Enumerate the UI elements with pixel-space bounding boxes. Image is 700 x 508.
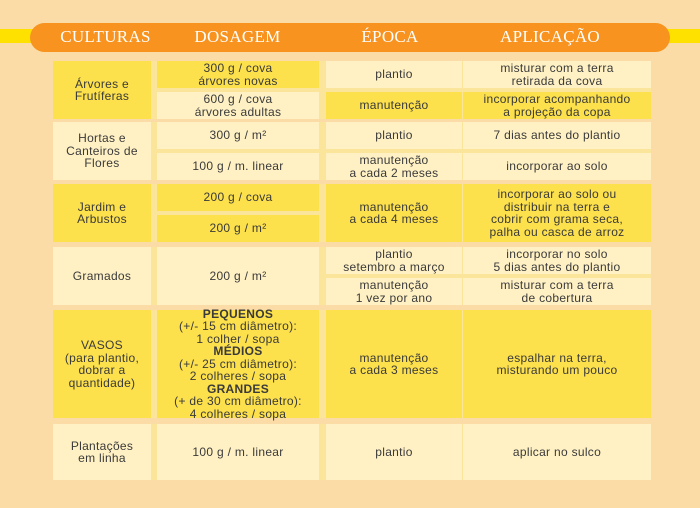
row-group-linha (53, 424, 651, 480)
culture-jardim: Jardim e Arbustos (53, 184, 151, 242)
epoch-vasos: manutenção a cada 3 meses (326, 310, 462, 418)
epoch-linha: plantio (326, 424, 462, 480)
dosage-grandes-dose: 4 colheres / sopa (189, 406, 287, 421)
application-arvores-manutencao: incorporar acompanhando a projeção da copa (463, 92, 651, 119)
row-group-arvores (53, 61, 651, 119)
culture-vasos: VASOS (para plantio, dobrar a quantidade) (53, 310, 151, 418)
epoch-jardim: manutenção a cada 4 meses (326, 184, 462, 242)
row-group-hortas (53, 122, 651, 180)
epoch-gramados-plantio: plantio setembro a março (326, 247, 462, 274)
epoch-arvores-plantio: plantio (326, 61, 462, 88)
application-arvores-plantio: misturar com a terra retirada da cova (463, 61, 651, 88)
epoch-arvores-manutencao: manutenção (326, 92, 462, 119)
dosage-linha: 100 g / m. linear (157, 424, 319, 480)
dosage-vasos (157, 306, 319, 421)
culture-arvores: Árvores e Frutíferas (53, 61, 151, 119)
application-gramados-plantio: incorporar no solo 5 dias antes do plantio (463, 247, 651, 274)
dosage-pequenos-dose: 1 colher / sopa (196, 331, 280, 346)
dosage-pequenos-title: PEQUENOS (202, 306, 274, 321)
row-group-jardim (53, 184, 651, 242)
dosage-jardim-m2: 200 g / m² (157, 215, 319, 242)
header-culturas: CULTURAS (60, 27, 151, 46)
dosage-gramados: 200 g / m² (157, 247, 319, 305)
dosage-grandes-title: GRANDES (206, 381, 270, 396)
epoch-hortas-manutencao: manutenção a cada 2 meses (326, 153, 462, 180)
application-hortas-manutencao: incorporar ao solo (463, 153, 651, 180)
row-group-gramados (53, 247, 651, 305)
row-group-vasos (53, 306, 651, 421)
dosage-medios-title: MÉDIOS (213, 344, 263, 359)
dosage-medios-dose: 2 colheres / sopa (189, 369, 287, 384)
dosage-arvores-adultas: 600 g / cova árvores adultas (157, 92, 319, 119)
culture-linha: Plantações em linha (53, 424, 151, 480)
header-dosagem: DOSAGEM (194, 27, 281, 46)
header-epoca: ÉPOCA (361, 27, 419, 46)
application-hortas-plantio: 7 dias antes do plantio (463, 122, 651, 149)
application-linha: aplicar no sulco (463, 424, 651, 480)
header-aplicacao: APLICAÇÃO (500, 27, 600, 46)
dosage-hortas-m2: 300 g / m² (157, 122, 319, 149)
application-gramados-manutencao: misturar com a terra de cobertura (463, 278, 651, 305)
dosage-grandes-desc: (+ de 30 cm diâmetro): (174, 394, 302, 409)
epoch-hortas-plantio: plantio (326, 122, 462, 149)
dosage-pequenos-desc: (+/- 15 cm diâmetro): (179, 319, 297, 334)
dosage-jardim-cova: 200 g / cova (157, 184, 319, 211)
application-vasos: espalhar na terra, misturando um pouco (463, 310, 651, 418)
culture-gramados: Gramados (53, 247, 151, 305)
dosage-medios-desc: (+/- 25 cm diâmetro): (179, 356, 297, 371)
culture-hortas: Hortas e Canteiros de Flores (53, 122, 151, 180)
application-jardim: incorporar ao solo ou distribuir na terra e cobrir com grama seca, palha ou casca de arroz (463, 184, 651, 242)
dosage-hortas-linear: 100 g / m. linear (157, 153, 319, 180)
dosage-arvores-novas: 300 g / cova árvores novas (157, 61, 319, 88)
epoch-gramados-manutencao: manutenção 1 vez por ano (326, 278, 462, 305)
